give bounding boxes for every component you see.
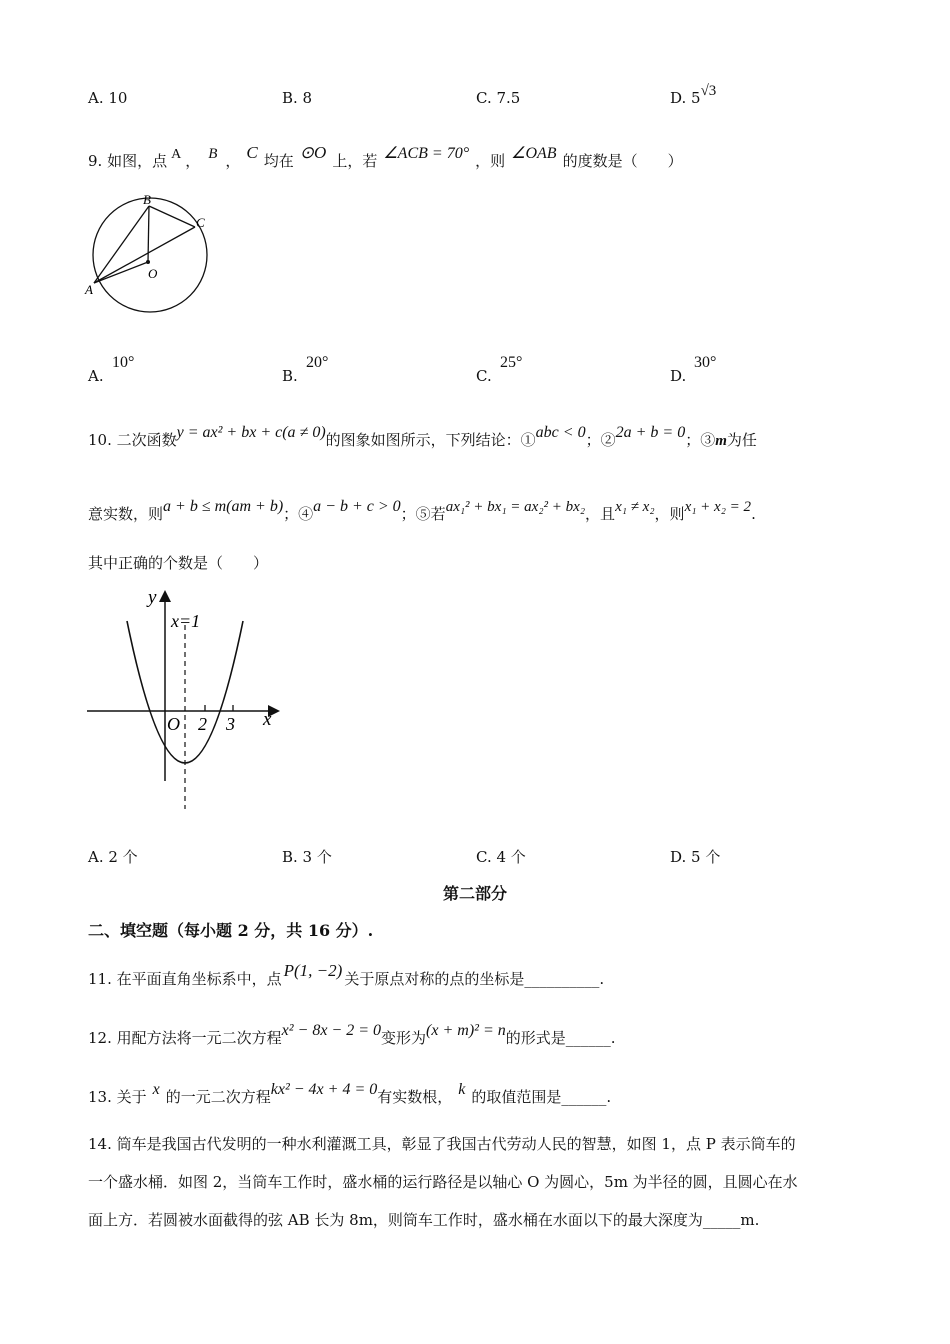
q10-line1 — [88, 424, 757, 450]
q12-equation: x² − 8x − 2 = 0 — [281, 1022, 382, 1039]
q10-conclusion2: 2a + b = 0 — [615, 424, 686, 441]
q9-option-a-letter: A. — [88, 367, 104, 385]
q10-conclusion4: a − b + c > 0 — [313, 498, 401, 515]
q9-text4: 的度数是（ ） — [562, 152, 683, 170]
q9-option-c-letter: C. — [476, 367, 492, 385]
q10-label-2: 2 — [198, 714, 207, 734]
q9-option-a-value: 10° — [112, 354, 135, 371]
q13-stem — [88, 1081, 612, 1107]
q9-text1: 均在 — [263, 152, 294, 170]
q9-option-b-letter: B. — [282, 367, 298, 385]
q9-label-o: O — [148, 266, 158, 281]
q10-text1: 的图象如图所示，下列结论：① — [325, 431, 536, 449]
q9-segment-ab — [94, 206, 149, 283]
q9-text3: ，则 — [475, 152, 506, 170]
q9-center-dot — [146, 260, 150, 264]
q8-option-a: A. 10 — [88, 89, 128, 107]
q10-conclusion5: ax₁² + bx₁ = ax₂² + bx₂ — [445, 499, 586, 515]
q9-circle-o: ⊙O — [299, 143, 327, 162]
q9-segment-ac — [94, 227, 195, 283]
q11-text1: 关于原点对称的点的坐标是__________. — [344, 970, 605, 988]
q9-stem — [88, 143, 683, 171]
q9-segment-bc — [149, 206, 195, 227]
q13-text1: 的一元二次方程 — [165, 1088, 271, 1106]
q10-conclusion1: abc < 0 — [535, 424, 586, 441]
q14-line2: 一个盛水桶．如图 2，当筒车工作时，盛水桶的运行路径是以轴心 O 为圆心，5m 为半径的圆，且圆心在水 — [88, 1173, 798, 1191]
q10-parabola-graph — [85, 585, 285, 815]
q10-option-c: C. 4 个 — [476, 848, 526, 866]
q10-text3: ；③ — [685, 431, 716, 449]
q9-label-b: B — [143, 192, 151, 207]
q10-m: m — [715, 433, 727, 449]
q9-circle-figure — [80, 190, 220, 320]
q8-option-d — [670, 83, 717, 108]
q9-label-c: C — [196, 215, 205, 230]
q8-option-d-sqrt: √3 — [700, 83, 717, 99]
q10-label-origin: O — [167, 714, 180, 734]
q8-option-d-prefix: D. 5 — [670, 89, 701, 107]
q14-line3: 面上方．若圆被水面截得的弦 AB 长为 8m，则筒车工作时，盛水桶在水面以下的最大深度为_____m. — [88, 1211, 760, 1229]
q10-option-b: B. 3 个 — [282, 848, 332, 866]
q11-point: P(1, −2) — [283, 961, 343, 980]
q10-line2 — [88, 498, 756, 524]
q9-option-d-value: 30° — [694, 354, 717, 371]
q10-text7: ，且 — [585, 505, 616, 523]
q9-sep2: ， — [225, 152, 241, 170]
q10-function: y = ax² + bx + c(a ≠ 0) — [176, 424, 326, 441]
q12-text2: 的形式是______. — [505, 1029, 616, 1047]
q10-label-y: y — [148, 587, 157, 608]
q10-text8: ，则 — [654, 505, 685, 523]
q8-option-b: B. 8 — [282, 89, 313, 107]
q13-k: k — [458, 1081, 466, 1098]
q9-option-d-letter: D. — [670, 367, 687, 385]
q9-text2: 上，若 — [332, 152, 378, 170]
q10-result-sum: x₁ + x₂ = 2 — [684, 499, 752, 515]
q12-target-form: (x + m)² = n — [426, 1022, 506, 1039]
q13-text2: 有实数根， — [377, 1088, 453, 1106]
q9-segment-bo — [148, 206, 149, 262]
q12-text1: 变形为 — [381, 1029, 427, 1047]
q11-stem — [88, 961, 605, 989]
q13-equation: kx² − 4x + 4 = 0 — [270, 1081, 378, 1098]
section-fill-in-title: 二、填空题（每小题 2 分，共 16 分）. — [88, 921, 374, 940]
q9-point-b: B — [208, 146, 218, 162]
q10-conclusion3: a + b ≤ m(am + b) — [163, 498, 284, 515]
q10-text2: ；② — [585, 431, 616, 449]
q14-line1: 14. 筒车是我国古代发明的一种水利灌溉工具，彰显了我国古代劳动人民的智慧，如图 1，点 P 表示筒车的 — [88, 1135, 796, 1153]
q9-label-a: A — [85, 282, 93, 297]
q10-option-d: D. 5 个 — [670, 848, 721, 866]
part2-title: 第二部分 — [442, 884, 507, 903]
q13-text3: 的取值范围是______. — [471, 1088, 612, 1106]
q10-lead: 10. 二次函数 — [88, 431, 177, 449]
q9-sep1: ， — [185, 152, 201, 170]
q10-text9: . — [751, 505, 756, 523]
q12-lead: 12. 用配方法将一元二次方程 — [88, 1029, 282, 1047]
q10-label-x: x — [263, 709, 272, 730]
q9-option-c-value: 25° — [500, 354, 523, 371]
q9-circle — [93, 198, 207, 312]
q10-condition-x: x₁ ≠ x₂ — [615, 499, 655, 515]
q9-lead: 9. 如图，点 — [88, 152, 168, 170]
q9-point-c: C — [246, 143, 258, 162]
q9-point-a: A — [171, 147, 182, 162]
q10-line3: 其中正确的个数是（ ） — [88, 554, 269, 572]
q11-lead: 11. 在平面直角坐标系中，点 — [88, 970, 282, 988]
q9-option-b-value: 20° — [306, 354, 329, 371]
q10-label-axis-eq: x=1 — [171, 611, 201, 631]
q10-text4: 为任 — [726, 431, 757, 449]
q9-condition: ∠ACB = 70° — [383, 145, 470, 162]
q13-x: x — [152, 1081, 160, 1098]
q9-target-angle: ∠OAB — [511, 145, 557, 162]
q13-lead: 13. 关于 — [88, 1088, 147, 1106]
q10-line2-lead: 意实数，则 — [88, 505, 164, 523]
q10-text6: ；⑤若 — [400, 505, 446, 523]
q12-stem — [88, 1022, 616, 1048]
q10-label-3: 3 — [226, 714, 235, 734]
q10-option-a: A. 2 个 — [88, 848, 138, 866]
q8-option-c: C. 7.5 — [476, 89, 521, 107]
q10-text5: ；④ — [283, 505, 314, 523]
